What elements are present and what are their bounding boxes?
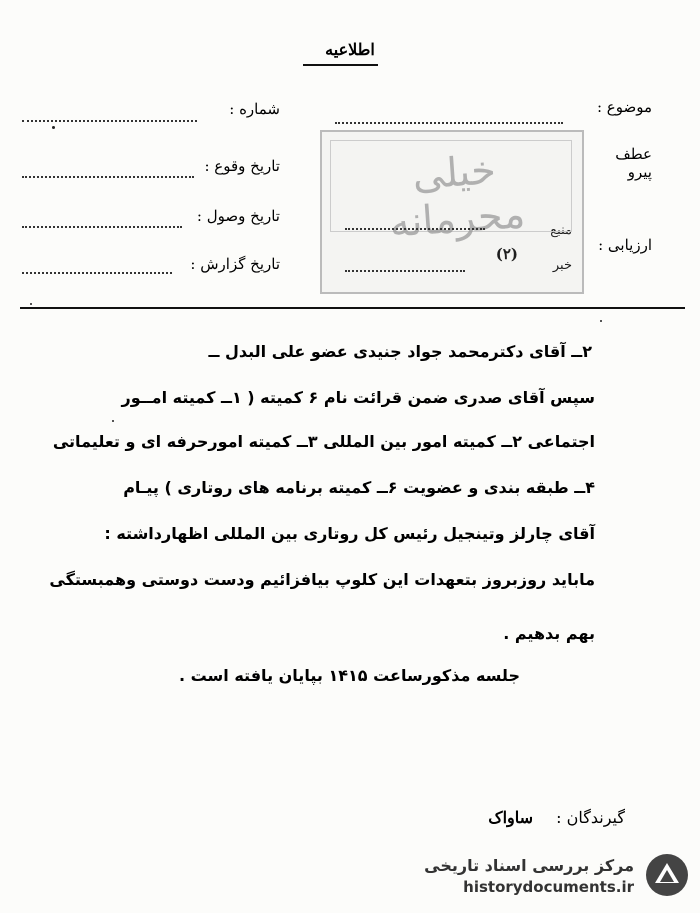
number-dots: [22, 120, 197, 122]
receipt-date-label: تاریخ وصول :: [196, 207, 280, 225]
subject-dots: [335, 122, 563, 124]
header-divider: [20, 307, 685, 309]
event-date-label: تاریخ وقوع :: [204, 157, 280, 175]
scan-speck: [600, 320, 602, 322]
follow-up-label: پیرو: [627, 163, 652, 181]
scan-speck: [112, 420, 114, 422]
news-label: خبر: [552, 258, 572, 273]
number-label: شماره :: [229, 100, 280, 118]
body-line: ماباید روزبروز بتعهدات این کلوپ بیافزائیم ودست دوستی وهمبستگی: [49, 570, 595, 589]
stamp-text: خیلی محرمانه: [388, 147, 527, 247]
body-line: ۴ــ طبقه بندی و عضویت ۶ــ کمیته برنامه های روتاری ) پیـام: [123, 478, 595, 497]
body-line: جلسه مذکورساعت ۱۴۱۵ بپایان یافته است .: [178, 666, 520, 685]
recipients-value: ساواک: [488, 808, 534, 827]
document-title: اطلاعیه: [325, 40, 375, 59]
report-date-label: تاریخ گزارش :: [190, 255, 280, 273]
archive-url: historydocuments.ir: [463, 878, 634, 896]
archive-watermark: [410, 850, 690, 905]
event-date-dots: [22, 176, 194, 178]
report-date-dots: [22, 272, 172, 274]
body-line: ۲ــ آقای دکترمحمد جواد جنیدی عضو علی البدل ــ: [208, 342, 592, 361]
receipt-date-dots: [22, 226, 182, 228]
source-label: منبع: [550, 223, 572, 238]
recipients-row: [488, 808, 625, 827]
news-dots: [345, 270, 465, 272]
body-line: سپس آقای صدری ضمن قرائت نام ۶ کمیته ( ۱ــ کمیته امــور: [121, 388, 595, 407]
scan-speck: [30, 303, 32, 305]
evaluation-value: (۲): [495, 245, 518, 263]
archive-name: مرکز بررسی اسناد تاریخی: [424, 856, 634, 875]
body-line: بهم بدهیم .: [503, 624, 595, 643]
source-dots: [345, 228, 485, 230]
evaluation-label: ارزیابی :: [598, 236, 652, 254]
scan-speck: [52, 126, 55, 129]
subject-label: موضوع :: [596, 98, 652, 116]
archive-logo-icon: [644, 852, 690, 898]
recipients-label: گیرندگان :: [556, 808, 625, 827]
body-line: آقای چارلز وتینجیل رئیس کل روتاری بین المللی اظهارداشته :: [104, 524, 595, 543]
title-underline: [303, 64, 378, 66]
body-line: اجتماعی ۲ــ کمیته امور بین المللی ۳ــ کمیته امورحرفه ای و تعلیماتی: [52, 432, 595, 451]
reference-label: عطف: [615, 145, 652, 163]
